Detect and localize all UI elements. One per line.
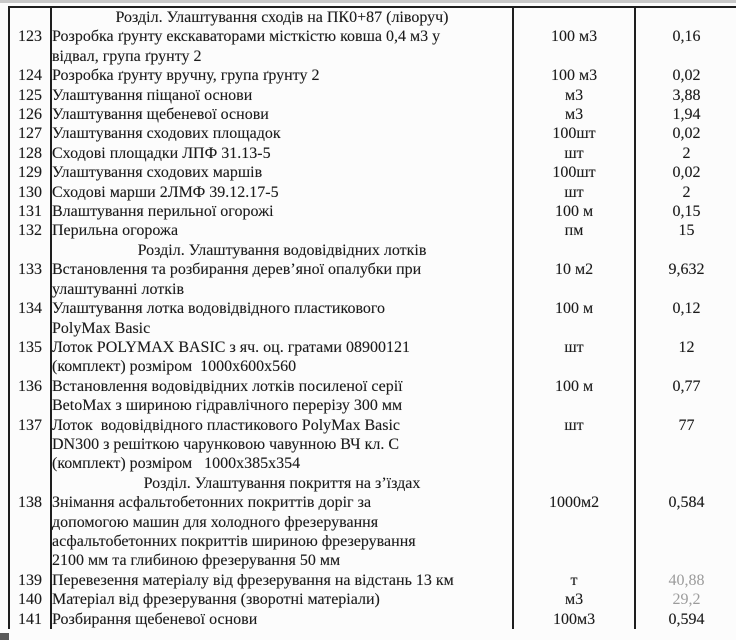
quantity-cell bbox=[635, 27, 736, 66]
quantity-value: 0,584 bbox=[668, 494, 705, 512]
table-row bbox=[9, 493, 736, 571]
quantity-value: 0,77 bbox=[672, 377, 701, 395]
row-number-cell: 131 bbox=[9, 202, 51, 221]
description-cell bbox=[51, 377, 513, 416]
description-line: асфальтобетонних покриттів шириною фрезерування bbox=[52, 532, 416, 550]
quantity-value: 0,15 bbox=[672, 203, 701, 221]
quantity-cell bbox=[635, 221, 736, 240]
description-line: Улаштування щебеневої основи bbox=[52, 106, 269, 124]
description-cell bbox=[51, 66, 513, 85]
description-line: Сходові марши 2ЛМФ 39.12.17-5 bbox=[52, 183, 279, 201]
quantity-value: 1,94 bbox=[672, 106, 701, 124]
quantity-cell bbox=[635, 610, 736, 629]
quantity-value: 0,594 bbox=[668, 610, 705, 628]
description-cell bbox=[51, 124, 513, 143]
description-line: Розробка ґрунту вручну, група ґрунту 2 bbox=[52, 67, 320, 85]
table-row bbox=[9, 27, 736, 66]
section-title: Розділ. Улаштування покриття на з’їздах bbox=[51, 474, 513, 493]
row-number-cell: 132 bbox=[9, 221, 51, 240]
unit-cell: м3 bbox=[513, 105, 635, 124]
quantity-cell bbox=[635, 377, 736, 416]
description-line: (комплект) розміром 1000x600x560 bbox=[52, 358, 297, 376]
row-number-cell: 138 bbox=[9, 493, 51, 571]
table-row bbox=[9, 202, 736, 221]
description-line: улаштуванні лотків bbox=[52, 280, 185, 298]
unit-cell: 100шт bbox=[513, 163, 635, 182]
unit-cell: м3 bbox=[513, 590, 635, 609]
description-line: BetoMax з шириною гідравлічного перерізу 300 мм bbox=[52, 397, 403, 415]
description-line: Сходові площадки ЛПФ 31.13-5 bbox=[52, 144, 271, 162]
description-cell bbox=[51, 416, 513, 474]
table-row bbox=[9, 590, 736, 609]
unit-cell bbox=[513, 7, 635, 27]
description-line: Влаштування перильної огорожі bbox=[52, 203, 274, 221]
description-cell bbox=[51, 338, 513, 377]
quantity-cell bbox=[635, 105, 736, 124]
row-number-cell: 125 bbox=[9, 86, 51, 105]
table-row bbox=[9, 163, 736, 182]
quantity-cell bbox=[635, 124, 736, 143]
table-row bbox=[9, 221, 736, 240]
table-row bbox=[9, 86, 736, 105]
section-row bbox=[9, 7, 736, 27]
unit-cell: пм bbox=[513, 221, 635, 240]
quantity-cell bbox=[635, 86, 736, 105]
description-line: Улаштування сходових маршів bbox=[52, 164, 263, 182]
table-row bbox=[9, 338, 736, 377]
description-line: 2100 мм та глибиною фрезерування 50 мм bbox=[52, 552, 341, 570]
quantity-value: 12 bbox=[678, 338, 695, 356]
row-number-cell: 128 bbox=[9, 144, 51, 163]
row-number-cell: 134 bbox=[9, 299, 51, 338]
table-row bbox=[9, 144, 736, 163]
table-row bbox=[9, 299, 736, 338]
description-line: Розбирання щебеневої основи bbox=[52, 610, 258, 628]
description-cell bbox=[51, 493, 513, 571]
quantity-value: 29,2 bbox=[672, 591, 701, 609]
unit-cell: м3 bbox=[513, 86, 635, 105]
estimate-table bbox=[8, 6, 736, 629]
page-edge-strip bbox=[0, 0, 736, 3]
description-cell bbox=[51, 183, 513, 202]
table-row bbox=[9, 105, 736, 124]
table-row bbox=[9, 124, 736, 143]
section-title: Розділ. Улаштування сходів на ПК0+87 (ліворуч) bbox=[51, 7, 513, 27]
quantity-value: 40,88 bbox=[668, 571, 705, 589]
description-cell bbox=[51, 299, 513, 338]
unit-cell: 100 м bbox=[513, 299, 635, 338]
description-cell bbox=[51, 105, 513, 124]
description-cell bbox=[51, 27, 513, 66]
quantity-cell bbox=[635, 416, 736, 474]
table-row bbox=[9, 571, 736, 590]
description-cell bbox=[51, 202, 513, 221]
description-line: Лоток POLYMAX BASIC з яч. оц. гратами 08900121 bbox=[52, 338, 410, 356]
description-cell bbox=[51, 221, 513, 240]
row-number-cell: 140 bbox=[9, 590, 51, 609]
quantity-cell bbox=[635, 474, 736, 493]
quantity-value: 0,02 bbox=[672, 125, 701, 143]
description-line: (комплект) розміром 1000x385x354 bbox=[52, 455, 301, 473]
row-number-cell: 141 bbox=[9, 610, 51, 629]
quantity-cell bbox=[635, 163, 736, 182]
description-cell bbox=[51, 260, 513, 299]
quantity-value: 77 bbox=[678, 416, 695, 434]
quantity-value: 2 bbox=[682, 183, 691, 201]
description-cell bbox=[51, 610, 513, 629]
unit-cell: шт bbox=[513, 338, 635, 377]
unit-cell: 100 м3 bbox=[513, 27, 635, 66]
quantity-cell bbox=[635, 202, 736, 221]
description-line: Встановлення та розбирання дерев’яної опалубки при bbox=[52, 261, 422, 279]
description-line: Лоток водовідвідного пластикового PolyMax Basic bbox=[52, 416, 401, 434]
row-number-cell: 130 bbox=[9, 183, 51, 202]
description-line: Улаштування сходових площадок bbox=[52, 125, 281, 143]
description-cell bbox=[51, 571, 513, 590]
quantity-cell bbox=[635, 571, 736, 590]
description-line: DN300 з решіткою чарунковою чавунною ВЧ кл. С bbox=[52, 435, 399, 453]
description-line: відвал, група ґрунту 2 bbox=[52, 47, 202, 65]
unit-cell: 100 м bbox=[513, 202, 635, 221]
unit-cell bbox=[513, 241, 635, 260]
row-number-cell: 123 bbox=[9, 27, 51, 66]
scan-artifact bbox=[0, 633, 9, 640]
unit-cell: 100 м bbox=[513, 377, 635, 416]
unit-cell: шт bbox=[513, 416, 635, 474]
row-number-cell: 136 bbox=[9, 377, 51, 416]
table-row bbox=[9, 377, 736, 416]
description-line: допомогою машин для холодного фрезерування bbox=[52, 513, 379, 531]
unit-cell: 100шт bbox=[513, 124, 635, 143]
unit-cell: 100м3 bbox=[513, 610, 635, 629]
description-cell bbox=[51, 590, 513, 609]
quantity-cell bbox=[635, 590, 736, 609]
quantity-value: 0,12 bbox=[672, 300, 701, 318]
quantity-cell bbox=[635, 144, 736, 163]
row-number-cell bbox=[9, 7, 51, 27]
quantity-value: 0,16 bbox=[672, 28, 701, 46]
description-line: Встановлення водовідвідних лотків посиленої серії bbox=[52, 377, 403, 395]
unit-cell bbox=[513, 474, 635, 493]
unit-cell: шт bbox=[513, 144, 635, 163]
section-row bbox=[9, 241, 736, 260]
quantity-cell bbox=[635, 338, 736, 377]
row-number-cell: 137 bbox=[9, 416, 51, 474]
description-cell bbox=[51, 86, 513, 105]
quantity-cell bbox=[635, 66, 736, 85]
table-row bbox=[9, 610, 736, 629]
quantity-value: 9,632 bbox=[668, 261, 705, 279]
row-number-cell: 139 bbox=[9, 571, 51, 590]
unit-cell: 1000м2 bbox=[513, 493, 635, 571]
description-line: Знімання асфальтобетонних покриттів доріг за bbox=[52, 494, 372, 512]
unit-cell: 10 м2 bbox=[513, 260, 635, 299]
description-line: Матеріал від фрезерування (зворотні матеріали) bbox=[52, 591, 380, 609]
description-line: Перильна огорожа bbox=[52, 222, 179, 240]
unit-cell: шт bbox=[513, 183, 635, 202]
quantity-cell bbox=[635, 7, 736, 27]
quantity-cell bbox=[635, 241, 736, 260]
quantity-value: 0,02 bbox=[672, 164, 701, 182]
table-row bbox=[9, 183, 736, 202]
quantity-cell bbox=[635, 260, 736, 299]
table-row bbox=[9, 66, 736, 85]
description-line: Перевезення матеріалу від фрезерування на відстань 13 км bbox=[52, 571, 454, 589]
unit-cell: 100 м3 bbox=[513, 66, 635, 85]
section-row bbox=[9, 474, 736, 493]
row-number-cell: 127 bbox=[9, 124, 51, 143]
quantity-value: 3,88 bbox=[672, 86, 701, 104]
quantity-cell bbox=[635, 183, 736, 202]
row-number-cell bbox=[9, 474, 51, 493]
section-title: Розділ. Улаштування водовідвідних лотків bbox=[51, 241, 513, 260]
table-row bbox=[9, 260, 736, 299]
description-cell bbox=[51, 144, 513, 163]
description-cell bbox=[51, 163, 513, 182]
row-number-cell: 129 bbox=[9, 163, 51, 182]
row-number-cell: 124 bbox=[9, 66, 51, 85]
description-line: PolyMax Basic bbox=[52, 319, 151, 337]
quantity-value: 2 bbox=[682, 144, 691, 162]
description-line: Улаштування лотка водовідвідного пластикового bbox=[52, 300, 386, 318]
row-number-cell: 126 bbox=[9, 105, 51, 124]
quantity-cell bbox=[635, 299, 736, 338]
unit-cell: т bbox=[513, 571, 635, 590]
table-row bbox=[9, 416, 736, 474]
description-line: Улаштування піщаної основи bbox=[52, 86, 253, 104]
row-number-cell bbox=[9, 241, 51, 260]
estimate-table-body bbox=[9, 7, 736, 629]
row-number-cell: 133 bbox=[9, 260, 51, 299]
quantity-value: 15 bbox=[678, 222, 695, 240]
quantity-cell bbox=[635, 493, 736, 571]
row-number-cell: 135 bbox=[9, 338, 51, 377]
description-line: Розробка ґрунту екскаваторами місткістю ковша 0,4 м3 у bbox=[52, 28, 441, 46]
quantity-value: 0,02 bbox=[672, 67, 701, 85]
